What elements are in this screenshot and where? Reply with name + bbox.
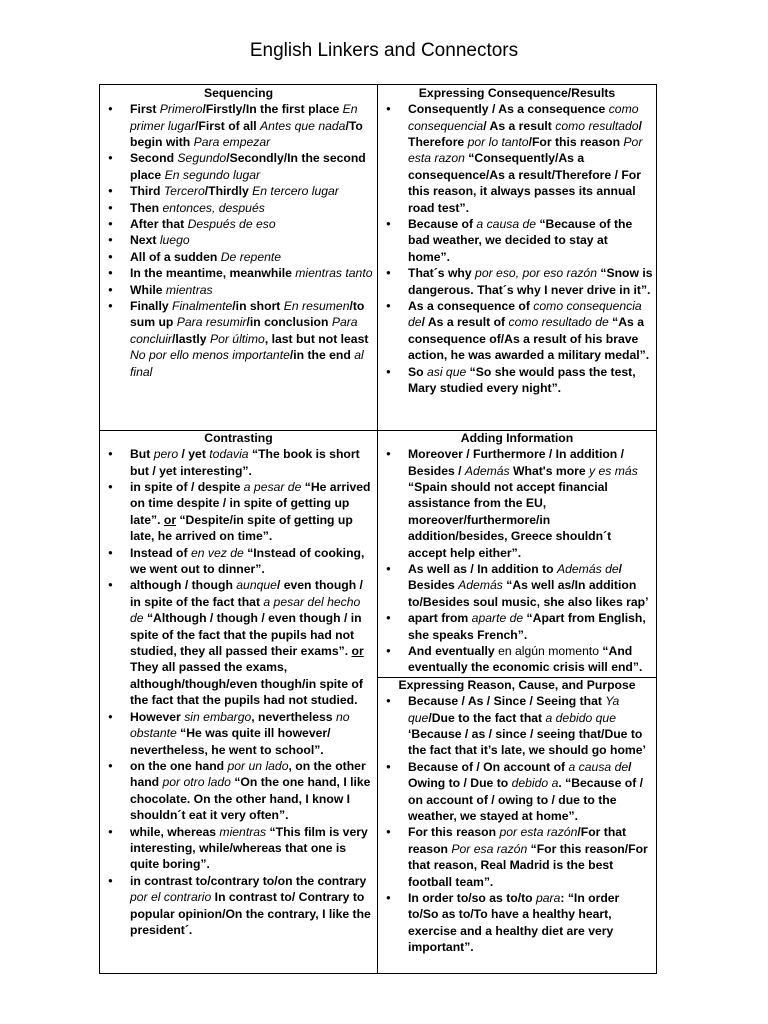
linker-text: “And eventually the economic crisis will end”. xyxy=(408,644,643,675)
spanish-translation: Después de eso xyxy=(187,217,276,232)
linker-text: /Thirdly xyxy=(204,184,253,199)
linker-text: But xyxy=(130,447,154,462)
linker-text: And eventually xyxy=(408,644,499,659)
linker-text: . “Because of / on account of / owing to / due to the weather, we stayed at home”. xyxy=(408,776,644,824)
spanish-translation: Ya que xyxy=(408,694,620,725)
spanish-translation: aunque xyxy=(236,578,277,593)
linker-text: After that xyxy=(130,217,188,232)
linker-text: : “In order to/So as to/To have a healthy heart, exercise and a healthy diet are very important”. xyxy=(408,891,620,955)
spanish-translation: al final xyxy=(130,348,364,379)
spanish-translation: Por esa razón xyxy=(451,841,528,856)
list-item xyxy=(103,709,374,758)
spanish-translation: Segundo xyxy=(177,151,227,166)
linker-text: / Besides xyxy=(408,562,623,593)
spanish-translation: Antes que nada xyxy=(260,118,346,133)
linker-text: For this reason xyxy=(408,825,500,840)
list-item xyxy=(103,101,374,150)
linker-text: “This film is very interesting, while/whereas that one is quite boring”. xyxy=(130,824,368,872)
linker-text: “He arrived on time despite / in spite of getting up late”. xyxy=(130,480,371,527)
linker-text: /in short xyxy=(232,299,284,314)
linker-text: “So she would pass the test, Mary studied every night”. xyxy=(408,364,636,396)
sequencing-list xyxy=(103,101,374,380)
spanish-translation: debido a xyxy=(511,776,559,791)
linker-text: In the meantime, meanwhile xyxy=(130,266,296,281)
spanish-translation: sin embargo xyxy=(184,709,252,724)
spanish-translation: Finalmente xyxy=(172,299,233,314)
spanish-translation: pero xyxy=(153,447,179,462)
contrasting-heading: Contrasting xyxy=(204,431,273,445)
linker-text: on the one hand xyxy=(130,758,228,773)
linker-text: /For this reason xyxy=(528,135,624,150)
consequence-heading: Expressing Consequence/Results xyxy=(418,86,616,100)
spanish-translation: Para resumir xyxy=(176,315,247,330)
spanish-translation: Para concluir xyxy=(130,315,358,346)
spanish-translation: no obstante xyxy=(130,709,350,741)
list-item xyxy=(103,298,374,380)
linker-text: As a consequence of xyxy=(408,299,534,314)
linker-text: in contrast to/contrary to/on the contrary xyxy=(130,873,367,888)
adding-list xyxy=(381,446,653,676)
linker-text: /in the end xyxy=(289,348,355,363)
adding-section xyxy=(378,430,657,678)
list-item xyxy=(103,577,374,708)
spanish-translation: En primer lugar xyxy=(130,102,358,133)
linker-text: ‘Because / as / since / seeing that/Due to the fact that it’s late, we should go home’ xyxy=(408,727,646,758)
spanish-translation: a pesar de xyxy=(243,480,302,495)
list-item xyxy=(103,249,374,265)
linker-text: “The book is short but / yet interesting”. xyxy=(130,447,360,478)
spanish-translation: por un lado xyxy=(227,758,289,773)
spanish-translation: Por esta razon xyxy=(408,135,643,166)
linker-text: Consequently / As a consequence xyxy=(408,102,609,117)
linker-text: All of a sudden xyxy=(130,249,221,264)
linker-text: apart from xyxy=(408,611,472,626)
spanish-translation: aparte de xyxy=(471,611,524,626)
spanish-translation: Tercero xyxy=(163,184,205,199)
spanish-translation: Además xyxy=(458,578,503,593)
linker-text: Next xyxy=(130,233,160,248)
spanish-translation: En segundo lugar xyxy=(164,167,261,182)
list-item xyxy=(103,824,374,873)
list-item xyxy=(381,265,653,298)
consequence-list xyxy=(381,101,653,396)
list-item xyxy=(381,216,653,265)
linker-text: /Due to the fact that xyxy=(428,710,546,725)
spanish-translation: por el contrario xyxy=(130,890,212,905)
spanish-translation: En resumen xyxy=(283,299,350,314)
list-item xyxy=(381,561,653,610)
linker-text: or xyxy=(163,512,177,527)
linker-text: “Spain should not accept financial assistance from the EU, moreover/furthermore/in addition/besides, Greece shouldn´t accept help either”. xyxy=(408,480,612,560)
list-item xyxy=(381,364,653,397)
spanish-translation: por lo tanto xyxy=(467,135,529,150)
linker-text: , nevertheless xyxy=(251,709,336,724)
list-item xyxy=(103,200,374,216)
linker-text: Second xyxy=(130,151,178,166)
list-item xyxy=(381,610,653,643)
linker-text: Third xyxy=(130,184,164,199)
spanish-translation: a debido que xyxy=(545,710,616,725)
linker-text: “Although / though / even though / in spite of the fact that the pupils had not studied, they all passed their exams”. xyxy=(130,611,362,659)
list-item xyxy=(103,232,374,248)
spanish-translation: como resultado de xyxy=(508,315,609,330)
adding-heading: Adding Information xyxy=(460,431,574,445)
linker-text: As well as / In addition to xyxy=(408,562,557,577)
spanish-translation: entonces, después xyxy=(162,200,265,215)
linker-text: although / though xyxy=(130,578,237,593)
list-item xyxy=(103,150,374,183)
list-item xyxy=(103,758,374,824)
spanish-translation: por eso, por eso razón xyxy=(475,266,597,281)
linker-text: “Snow is dangerous. That´s why I never drive in it”. xyxy=(408,266,653,297)
linker-text: or xyxy=(351,644,364,659)
linker-text: Instead of xyxy=(130,545,191,560)
linker-text: Finally xyxy=(130,299,172,314)
page-title: English Linkers and Connectors xyxy=(249,40,519,61)
list-item xyxy=(103,265,374,281)
spanish-translation: por otro lado xyxy=(162,775,231,790)
linker-text: “Instead of cooking, we went out to dinner”. xyxy=(130,545,365,577)
spanish-translation: como consequencia de xyxy=(408,299,642,330)
linker-text: while, whereas xyxy=(130,824,220,839)
spanish-translation: para xyxy=(535,891,561,906)
linker-text: Moreover / Furthermore / In addition / Besides / xyxy=(408,447,625,478)
list-item xyxy=(381,759,653,825)
linker-text: Because of / On account of xyxy=(408,759,569,774)
linker-text: In contrast to/ Contrary to popular opinion/On the contrary, I like the president´. xyxy=(130,890,371,937)
spanish-translation: y es más xyxy=(589,463,638,478)
linker-text: First xyxy=(130,102,160,117)
linker-text: / Owing to / Due to xyxy=(408,759,632,791)
linker-text: / even though / in spite of the fact that xyxy=(130,578,363,609)
spanish-translation: De repente xyxy=(220,249,282,264)
linker-text: , on the other hand xyxy=(130,758,366,790)
spanish-translation: todavia xyxy=(209,447,249,462)
consequence-section xyxy=(378,84,657,431)
linker-text: /lastly xyxy=(172,331,210,346)
linker-text: “Because of the bad weather, we decided to stay at home”. xyxy=(408,217,633,264)
list-item xyxy=(103,545,374,578)
spanish-translation: Por último xyxy=(209,331,265,346)
linker-text: “On the one hand, I like chocolate. On the other hand, I know I shouldn´t eat it very often”. xyxy=(130,775,371,823)
spanish-translation: Además xyxy=(464,463,510,478)
linker-text: “For this reason/For that reason, Real Madrid is the best football team”. xyxy=(408,841,648,889)
spanish-translation: En tercero lugar xyxy=(252,184,339,199)
spanish-translation: a causa de xyxy=(568,759,629,774)
spanish-translation: en vez de xyxy=(190,545,244,560)
linker-text: “As well as/In addition to/Besides soul music, she also likes rap’ xyxy=(408,578,649,609)
linker-text: / yet xyxy=(178,447,210,462)
spanish-translation: mientras tanto xyxy=(295,266,373,281)
list-item xyxy=(103,446,374,479)
sequencing-section xyxy=(99,84,378,431)
linker-text: /Firstly/In the first place xyxy=(202,102,343,117)
spanish-translation: como consequencia xyxy=(408,102,639,133)
list-item xyxy=(381,824,653,890)
spanish-translation: luego xyxy=(159,233,190,248)
spanish-translation: a pesar del hecho de xyxy=(130,594,361,626)
list-item xyxy=(103,282,374,298)
spanish-translation: como resultado xyxy=(555,118,639,133)
list-item xyxy=(103,183,374,199)
list-item xyxy=(381,101,653,216)
linker-text: /to sum up xyxy=(130,299,365,330)
reason-heading: Expressing Reason, Cause, and Purpose xyxy=(398,678,636,692)
spanish-translation: por esta razón xyxy=(499,825,578,840)
list-item xyxy=(103,479,374,545)
spanish-translation: No por ello menos importante xyxy=(130,348,290,363)
linker-text: /First of all xyxy=(195,118,261,133)
linker-text: “He was quite ill however/ nevertheless, he went to school”. xyxy=(130,726,331,757)
spanish-translation: mientras xyxy=(165,282,213,297)
linker-text: They all passed the exams, although/though/even though/in spite of the fact that the pupils had not studied. xyxy=(130,660,363,708)
spanish-translation: Primero xyxy=(159,102,203,117)
linker-text: However xyxy=(130,709,185,724)
linker-text: Because of xyxy=(408,217,477,232)
linker-text: en algún momento xyxy=(498,644,603,659)
linker-text: / Therefore xyxy=(408,118,642,150)
contrasting-list xyxy=(103,446,374,938)
linker-text: /For that reason xyxy=(408,825,627,856)
spanish-translation: Para empezar xyxy=(193,135,271,150)
spanish-translation: asi que xyxy=(426,364,467,379)
list-item xyxy=(103,873,374,939)
linker-text: “Consequently/As a consequence/As a result/Therefore / For this reason, it always passes its annual road test”. xyxy=(408,151,641,215)
linker-text: “Despite/in spite of getting up late, he arrived on time”. xyxy=(130,512,353,544)
reason-list xyxy=(381,693,653,956)
list-item xyxy=(381,298,653,364)
linker-text: While xyxy=(130,282,166,297)
list-item xyxy=(381,446,653,561)
linker-text: What's more xyxy=(509,463,590,478)
reason-section xyxy=(378,677,657,974)
linker-text: “Apart from English, she speaks French”. xyxy=(408,611,646,642)
linker-text: in spite of / despite xyxy=(130,480,244,495)
linker-text: , last but not least xyxy=(264,331,369,346)
spanish-translation: a causa de xyxy=(476,217,537,232)
linker-text: / As a result of xyxy=(421,315,509,330)
spanish-translation: Además de xyxy=(556,562,619,577)
linker-text: /To begin with xyxy=(130,118,363,150)
contrasting-section xyxy=(99,430,378,974)
linker-text: So xyxy=(408,364,427,379)
linker-text: / As a result xyxy=(483,118,556,133)
list-item xyxy=(381,890,653,956)
linker-text: In order to/so as to/to xyxy=(408,891,536,906)
linker-text: /Secondly/In the second place xyxy=(130,151,366,182)
list-item xyxy=(381,643,653,676)
spanish-translation: mientras xyxy=(219,824,267,839)
linker-text: “As a consequence of/As a result of his brave action, he was awarded a military medal”. xyxy=(408,315,650,363)
list-item xyxy=(103,216,374,232)
linker-text: Then xyxy=(130,200,163,215)
linker-text: Because / As / Since / Seeing that xyxy=(408,694,606,709)
sequencing-heading: Sequencing xyxy=(203,86,274,100)
list-item xyxy=(381,693,653,759)
linker-text: That´s why xyxy=(408,266,476,281)
linker-text: /in conclusion xyxy=(246,315,332,330)
